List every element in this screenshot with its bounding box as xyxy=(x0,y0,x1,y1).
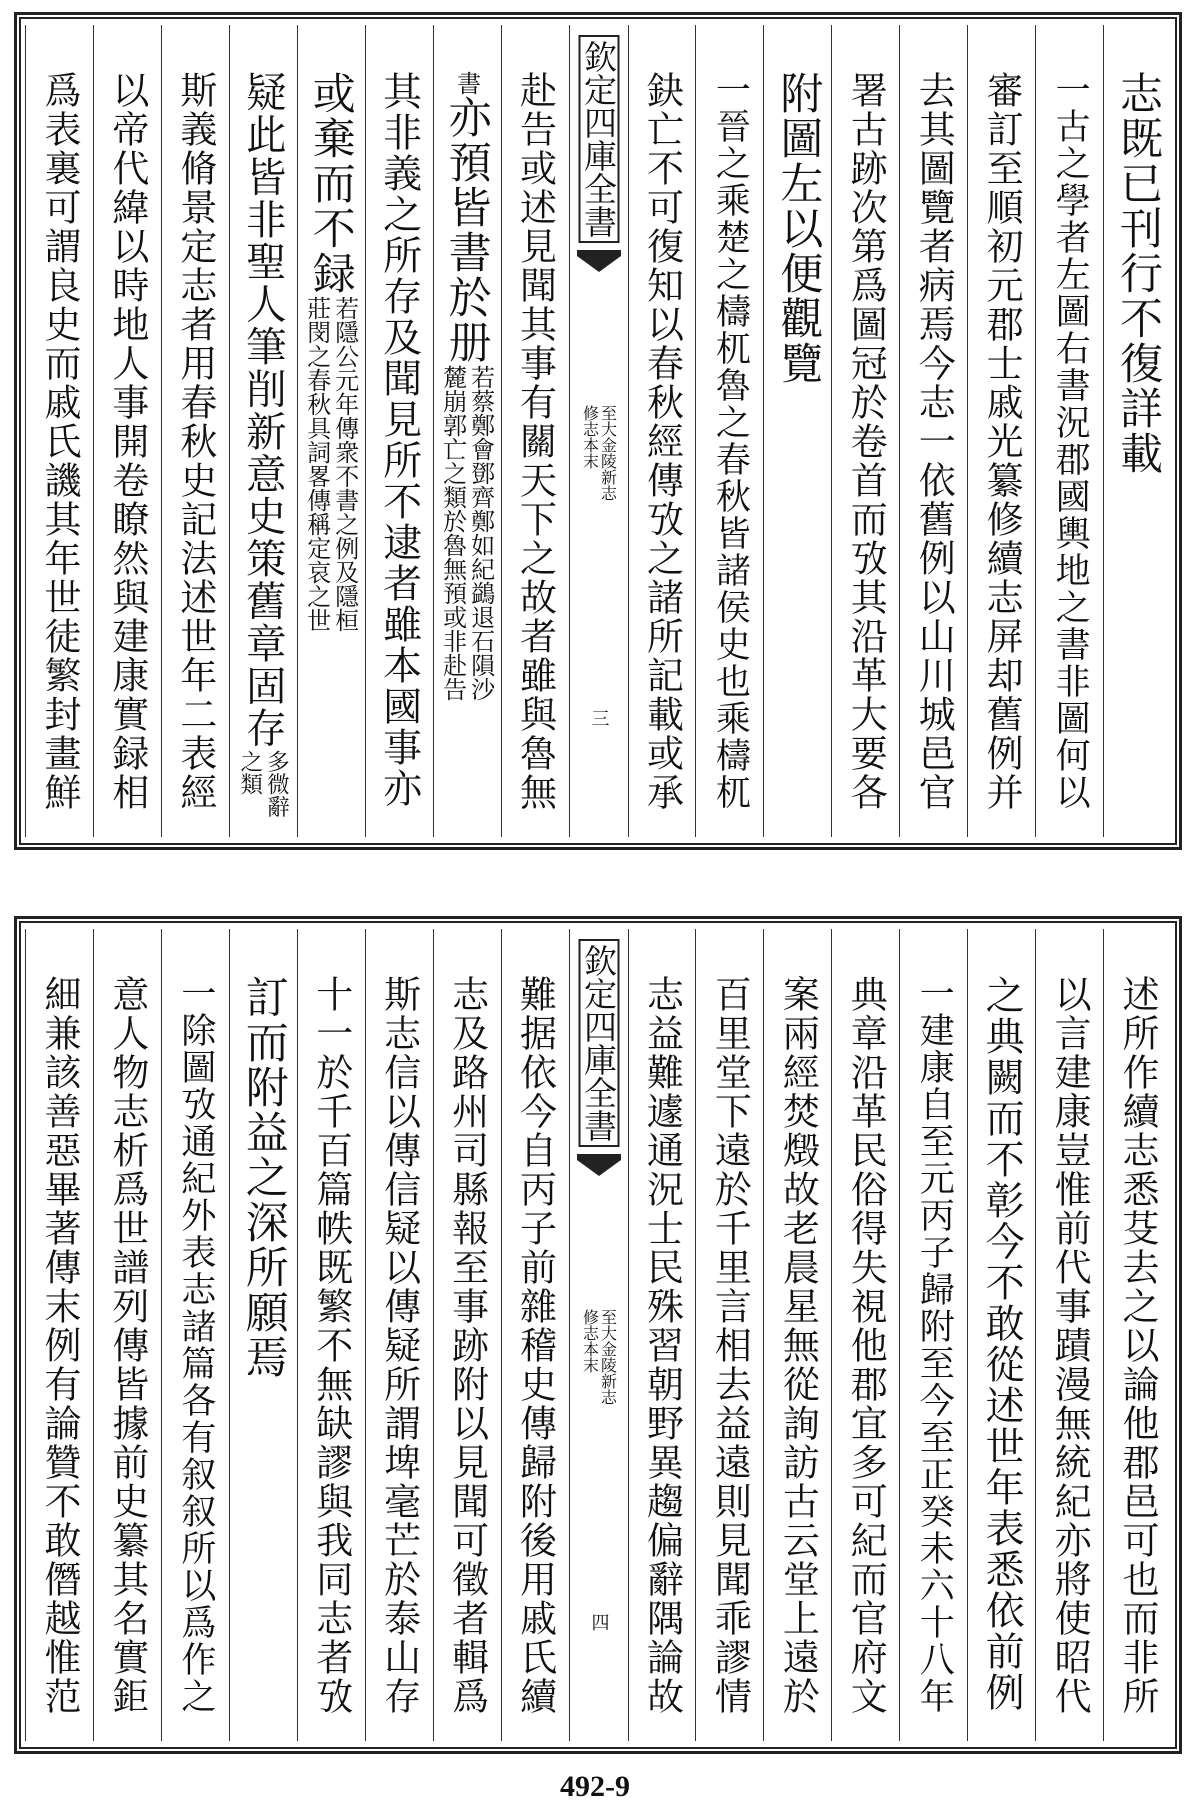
note-line: 若隱公元年傳衆不書之例及隱桓 xyxy=(330,296,359,632)
notes-row xyxy=(236,749,290,818)
column-text: 一晉之乘楚之檮杌魯之春秋皆諸侯史也乘檮杌 xyxy=(710,71,751,811)
notes-row xyxy=(438,365,495,701)
fold-source xyxy=(582,405,616,501)
text-column xyxy=(93,929,161,1741)
column-text: 斯志信以傳信疑以傳疑所謂埤毫芒於泰山存 xyxy=(377,975,421,1716)
text-column xyxy=(297,929,365,1741)
text-column xyxy=(25,929,93,1741)
text-column xyxy=(695,929,763,1741)
text-column xyxy=(501,25,569,837)
column-text: 去其圖覽者病焉今志一依舊例以山川城邑官 xyxy=(912,71,956,812)
column-text: 赴告或述見聞其事有關天下之故者雖與魯無 xyxy=(513,71,557,812)
text-column xyxy=(25,25,93,837)
column-text: 以帝代緯以時地人事開卷瞭然與建康實録相 xyxy=(105,71,149,812)
column-text: 其非義之所存及聞見所不逮者雖本國事亦 xyxy=(376,71,422,809)
mixed-column xyxy=(437,71,498,701)
column-text: 難据依今自丙子前雜稽史傳歸附後用戚氏續 xyxy=(513,975,557,1716)
column-text: 志益難遽通況士民殊習朝野異趨偏辭隅論故 xyxy=(640,975,684,1716)
center-fold xyxy=(569,25,628,837)
column-text: 署古跡次第爲圖冠於卷首而攷其沿革大要各 xyxy=(844,71,888,812)
note-line: 若蔡鄭會鄧齊鄭如紀鷁退石隕沙 xyxy=(466,365,495,701)
text-column xyxy=(967,25,1035,837)
text-column xyxy=(1103,25,1171,837)
top-page xyxy=(14,12,1182,850)
note-line: 麓崩郭亡之類於魯無預或非赴告 xyxy=(438,365,467,701)
column-text: 典章沿革民俗得失視他郡宜多可紀而官府文 xyxy=(844,975,888,1716)
fold-source-line: 修志本末 xyxy=(580,405,600,469)
text-column xyxy=(365,25,433,837)
column-text: 一除圖攷通紀外表志諸篇各有叙叙所以爲作之 xyxy=(175,975,216,1715)
text-column xyxy=(1103,929,1171,1741)
column-text: 細兼該善惡畢著傳末例有論贊不敢僭越惟范 xyxy=(37,975,81,1716)
fold-page-number: 三 xyxy=(588,709,610,727)
fold-page-number: 四 xyxy=(588,1613,610,1631)
text-column xyxy=(899,929,967,1741)
text-column xyxy=(365,929,433,1741)
text-column xyxy=(161,25,229,837)
note-line: 多微辭 xyxy=(263,749,290,818)
column-text: 十一於千百篇帙既繁不無缺謬與我同志者攷 xyxy=(309,975,353,1716)
column-text: 審訂至順初元郡士戚光纂修續志屏却舊例并 xyxy=(980,71,1024,812)
note-line: 莊閔之春秋具詞畧傳稱定哀之世 xyxy=(302,296,331,632)
fold-title: 欽定四庫全書 xyxy=(578,939,619,1147)
text-column xyxy=(763,929,831,1741)
note-line: 之類 xyxy=(236,749,263,795)
text-column xyxy=(433,929,501,1741)
text-column xyxy=(433,25,501,837)
column-text: 鈌亡不可復知以春秋經傳攷之諸所記載或承 xyxy=(640,71,684,812)
fold-source xyxy=(582,1309,616,1405)
column-text: 疑此皆非聖人筆削新意史策舊章固存 xyxy=(238,71,287,750)
text-column xyxy=(501,929,569,1741)
small-note: 書 xyxy=(452,71,481,95)
text-column xyxy=(695,25,763,837)
top-page-columns xyxy=(25,25,1171,837)
column-text: 案兩經焚燬故老晨星無從詢訪古云堂上遠於 xyxy=(776,975,820,1716)
text-column xyxy=(229,929,297,1741)
column-text: 附圖左以便觀覽 xyxy=(773,71,824,386)
column-text: 亦預皆書於册 xyxy=(441,95,492,365)
fishtail-mark-icon xyxy=(577,1154,621,1176)
fold-source-line: 至大金陵新志 xyxy=(598,405,618,501)
mixed-column xyxy=(301,71,362,632)
column-text: 之典闕而不彰今不敢從述世年表悉依前例 xyxy=(979,975,1025,1713)
mixed-column xyxy=(234,71,293,817)
fold-source-line: 至大金陵新志 xyxy=(598,1309,618,1405)
text-column xyxy=(628,25,696,837)
text-column xyxy=(831,25,899,837)
fishtail-mark-icon xyxy=(577,250,621,272)
column-text: 一古之學者左圖右書況郡國輿地之書非圖何以 xyxy=(1050,71,1091,811)
text-column xyxy=(229,25,297,837)
column-text: 以言建康豈惟前代事蹟漫無統紀亦將使昭代 xyxy=(1048,975,1092,1716)
notes-row xyxy=(302,296,359,632)
fold-title: 欽定四庫全書 xyxy=(578,35,619,243)
column-text: 志及路州司縣報至事跡附以見聞可徵者輯爲 xyxy=(445,975,489,1716)
text-column xyxy=(899,25,967,837)
fold-source-line: 修志本末 xyxy=(580,1309,600,1373)
bottom-page xyxy=(14,916,1182,1754)
column-text: 百里堂下遠於千里言相去益遠則見聞乖謬情 xyxy=(708,975,752,1716)
text-column xyxy=(297,25,365,837)
text-column xyxy=(967,929,1035,1741)
page-footer-number: 492-9 xyxy=(560,1770,630,1803)
text-column xyxy=(763,25,831,837)
bottom-page-columns xyxy=(25,929,1171,1741)
column-text: 或棄而不録 xyxy=(305,71,356,296)
text-column xyxy=(1035,929,1103,1741)
column-text: 訂而附益之深所願焉 xyxy=(238,975,289,1380)
column-text: 一建康自至元丙子歸附至今至正癸未六十八年 xyxy=(914,975,955,1715)
text-column xyxy=(93,25,161,837)
column-text: 志既已刊行不復詳載 xyxy=(1113,71,1164,476)
text-column xyxy=(1035,25,1103,837)
column-text: 斯義脩景定志者用春秋史記法述世年二表經 xyxy=(173,71,217,812)
column-text: 述所作續志悉芟去之以論他郡邑可也而非所 xyxy=(1116,975,1160,1716)
column-text: 意人物志析爲世譜列傳皆據前史纂其名實鉅 xyxy=(105,975,149,1716)
text-column xyxy=(161,929,229,1741)
text-column xyxy=(831,929,899,1741)
center-fold xyxy=(569,929,628,1741)
column-text: 爲表裏可謂良史而戚氏譏其年世徒繁封畫鮮 xyxy=(37,71,81,812)
text-column xyxy=(628,929,696,1741)
